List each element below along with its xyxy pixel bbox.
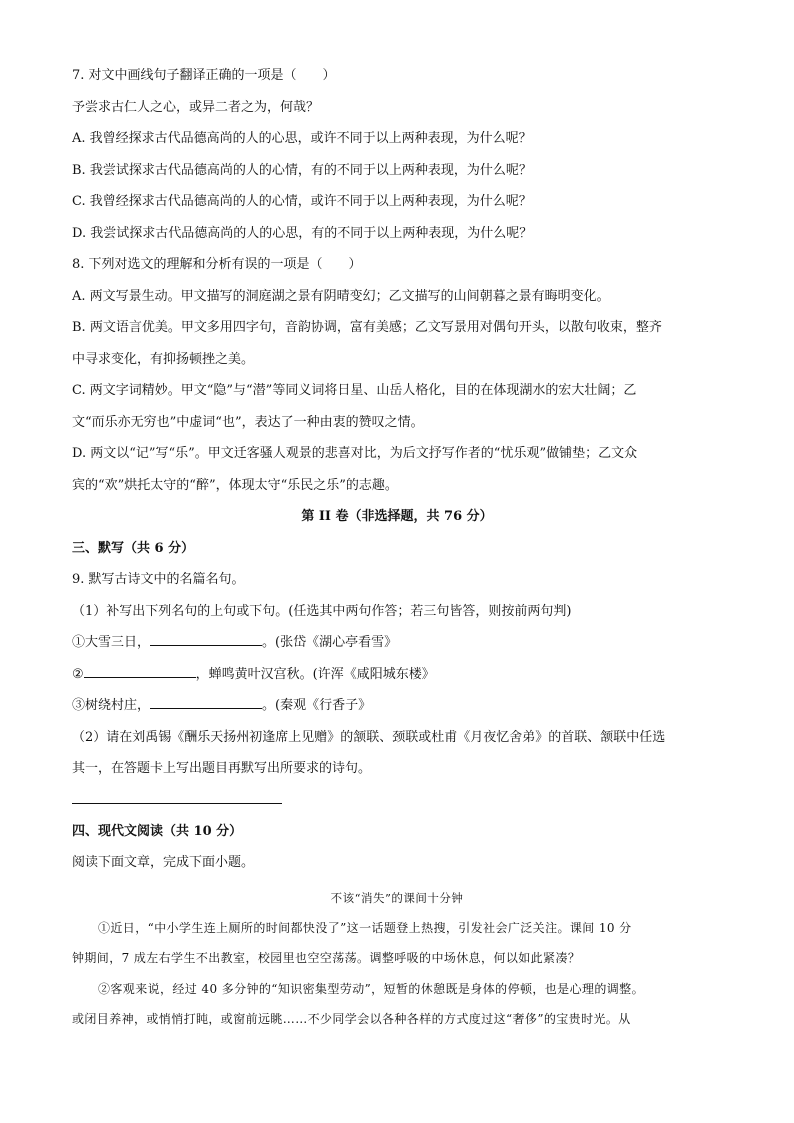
q8-option-d-line2: 宾的“欢”烘托太守的“醉”，体现太守“乐民之乐”的志趣。 (72, 477, 398, 493)
q7-option-a: A. 我曾经探求古代品德高尚的人的心思，或许不同于以上两种表现，为什么呢？ (72, 131, 532, 146)
article-p2-line2: 或闭目养神，或悄悄打盹，或窗前远眺……不少同学会以各种各样的方式度过这“奢侈”的宝贵时光。从 (72, 1012, 631, 1026)
article-p1-line2: 钟期间，7 成左右学生不出教室，校园里也空空荡荡。调整呼吸的中场休息，何以如此紧凑？ (72, 951, 581, 965)
divider-rule (72, 803, 282, 804)
q9-item1 (72, 627, 722, 659)
q7-stem: 7. 对文中画线句子翻译正确的一项是（ ） (72, 68, 336, 83)
q9-item1-blank (150, 631, 262, 646)
q9-item2-blank (84, 663, 196, 678)
q9-sub1: （1）补写出下列名句的上句或下句。(任选其中两句作答；若三句皆答，则按前两句判) (72, 603, 572, 619)
article-p2-line1: ②客观来说，经过 40 多分钟的“知识密集型劳动”，短暂的休憩既是身体的停顿，也是心理的调整。 (98, 981, 644, 996)
q9-stem: 9. 默写古诗文中的名篇名句。 (72, 572, 245, 587)
q8-stem: 8. 下列对选文的理解和分析有误的一项是（ ） (72, 257, 362, 272)
q7-option-b: B. 我尝试探求古代品德高尚的人的心情，有的不同于以上两种表现，为什么呢？ (72, 162, 532, 178)
q7-option-c: C. 我曾经探求古代品德高尚的人的心情，或许不同于以上两种表现，为什么呢？ (72, 194, 532, 209)
article-p1-line1: ①近日，“中小学生连上厕所的时间都快没了”这一话题登上热搜，引发社会广泛关注。课间 10 分 (98, 920, 632, 935)
q8-option-d-line1: D. 两文以“记”写“乐”。甲文迁客骚人观景的悲喜对比，为后文抒写作者的“忧乐观”做铺垫；乙文众 (72, 446, 638, 461)
article-body (72, 913, 722, 1035)
q8-option-c-line2: 文“而乐亦无穷也”中虚词“也”，表达了一种由衷的赞叹之情。 (72, 414, 424, 430)
q9-sub2-line1: （2）请在刘禹锡《酬乐天扬州初逢席上见赠》的颔联、颈联或杜甫《月夜忆舍弟》的首联、颔联中任选 (72, 729, 666, 745)
section3-title: 三、默写（共 6 分） (72, 540, 195, 556)
q9-item1-post: 。(张岱《湖心亭看雪》 (262, 635, 398, 650)
q9-item2-pre: ② (72, 666, 84, 682)
q9-item3-pre: ③树绕村庄， (72, 698, 151, 713)
q8-option-b-line1: B. 两文语言优美。甲文多用四字句，音韵协调，富有美感；乙文写景用对偶句开头，以散句收束，整齐 (72, 320, 662, 335)
exam-page (72, 60, 722, 1035)
section4-intro: 阅读下面文章，完成下面小题。 (72, 855, 255, 870)
q7-sentence: 予尝求古仁人之心，或异二者之为，何哉？ (72, 99, 320, 115)
q9-item2 (72, 659, 722, 691)
q9-item3-blank (150, 694, 262, 709)
q7-option-d: D. 我尝试探求古代品德高尚的人的心思，有的不同于以上两种表现，为什么呢？ (72, 225, 533, 241)
section4-title: 四、现代文阅读（共 10 分） (72, 823, 243, 839)
article-title: 不该“消失”的课间十分钟 (330, 890, 464, 905)
q8-option-a: A. 两文写景生动。甲文描写的洞庭湖之景有阴晴变幻；乙文描写的山间朝暮之景有晦明变化。 (72, 288, 610, 304)
q9-item3-post: 。(秦观《行香子》 (262, 698, 372, 713)
part2-title: 第 II 卷（非选择题，共 76 分） (301, 509, 493, 524)
q9-sub2-line2: 其一，在答题卡上写出题目再默写出所要求的诗句。 (72, 761, 372, 776)
q8-option-c-line1: C. 两文字词精妙。甲文“隐”与“潜”等同义词将日星、山岳人格化，目的在体现湖水的宏大壮阔；乙 (72, 383, 637, 398)
q9-item2-post: ，蝉鸣黄叶汉宫秋。(许浑《咸阳城东楼》 (195, 666, 435, 682)
q8-option-b-line2: 中寻求变化，有抑扬顿挫之美。 (72, 351, 255, 367)
q9-item1-pre: ①大雪三日， (72, 635, 151, 650)
q9-item3 (72, 690, 722, 722)
